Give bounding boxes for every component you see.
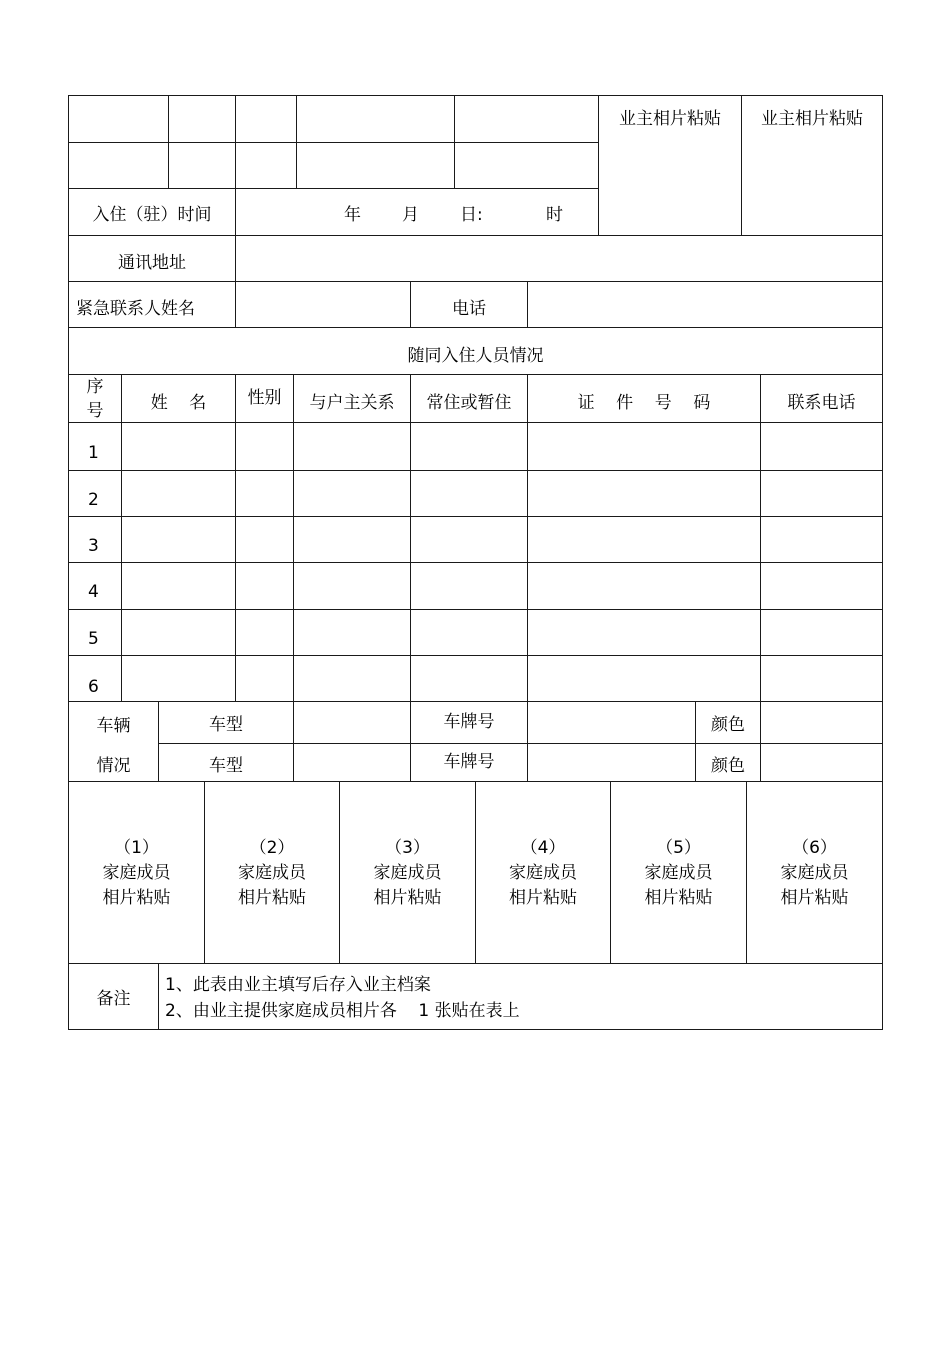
emergency-phone-field[interactable] — [528, 282, 882, 327]
emergency-contact-name-label: 紧急联系人姓名 — [76, 299, 195, 319]
family-photo-slot-2[interactable] — [205, 836, 339, 911]
vehicle-model-label: 车型 — [209, 715, 243, 735]
table-row[interactable] — [69, 517, 882, 562]
border-bottom — [68, 1029, 883, 1030]
family-photo-number: （1） — [114, 838, 159, 858]
occupants-section-title: 随同入住人员情况 — [407, 346, 544, 366]
grid-line — [454, 95, 455, 189]
owner-photo-label-2: 业主相片粘贴 — [761, 109, 863, 129]
col-header-name: 姓 名 — [150, 393, 207, 413]
grid-line — [158, 963, 159, 1030]
family-photo-label: 相片粘贴 — [509, 888, 577, 908]
table-row[interactable] — [69, 471, 882, 516]
col-header-id-number: 证 件 号 码 — [577, 393, 711, 413]
family-photo-label: 家庭成员 — [373, 863, 442, 883]
family-photo-slot-4[interactable] — [476, 836, 610, 911]
remarks-label: 备注 — [96, 989, 131, 1009]
family-photo-label: 相片粘贴 — [780, 888, 849, 908]
owner-photo-label-1: 业主相片粘贴 — [619, 109, 721, 129]
family-photo-slot-3[interactable] — [340, 836, 475, 911]
vehicle-plate-field[interactable] — [528, 702, 695, 743]
family-photo-label: 家庭成员 — [780, 863, 849, 883]
table-row[interactable] — [69, 656, 882, 701]
vehicle-model-field[interactable] — [294, 702, 410, 743]
date-hour-label: 时 — [546, 205, 563, 225]
family-photo-number: （2） — [249, 838, 295, 858]
col-header-gender: 性别 — [247, 388, 282, 408]
vehicle-label-line1: 车辆 — [96, 716, 131, 736]
family-photo-label: 家庭成员 — [509, 863, 577, 883]
vehicle-color-label: 颜色 — [711, 756, 745, 776]
emergency-contact-name-field[interactable] — [236, 282, 410, 327]
vehicle-label-line2: 情况 — [96, 756, 131, 776]
address-field[interactable] — [236, 236, 882, 281]
emergency-phone-label: 电话 — [452, 299, 486, 319]
grid-line — [296, 95, 297, 189]
table-row[interactable] — [69, 423, 882, 470]
family-photo-label: 相片粘贴 — [238, 888, 306, 908]
family-photo-label: 家庭成员 — [238, 863, 306, 883]
family-photo-number: （6） — [792, 838, 837, 858]
vehicle-color-field[interactable] — [761, 702, 882, 743]
remarks-line-2: 2、由业主提供家庭成员相片各 1 张贴在表上 — [165, 1001, 520, 1021]
date-year-label: 年 — [344, 205, 361, 225]
vehicle-plate-field[interactable] — [528, 744, 695, 781]
family-photo-slot-1[interactable] — [69, 836, 204, 911]
row-index: 5 — [88, 629, 99, 649]
family-photo-slot-5[interactable] — [611, 836, 746, 911]
col-header-relation: 与户主关系 — [309, 393, 395, 413]
row-index: 6 — [88, 677, 99, 697]
row-index: 2 — [88, 490, 99, 510]
family-photo-number: （5） — [656, 838, 701, 858]
move-in-time-label: 入住（驻）时间 — [92, 205, 212, 225]
remarks-line-1: 1、此表由业主填写后存入业主档案 — [165, 975, 431, 995]
col-header-phone: 联系电话 — [787, 393, 856, 413]
col-header-index-bottom: 号 — [86, 401, 104, 421]
grid-line — [68, 142, 598, 143]
vehicle-plate-label: 车牌号 — [443, 712, 495, 732]
address-label: 通讯地址 — [118, 253, 186, 273]
row-index: 1 — [88, 443, 99, 463]
col-header-residence: 常住或暂住 — [426, 393, 512, 413]
table-row[interactable] — [69, 610, 882, 655]
family-photo-number: （4） — [520, 838, 566, 858]
vehicle-color-field[interactable] — [761, 744, 882, 781]
row-index: 3 — [88, 536, 99, 556]
family-photo-label: 相片粘贴 — [644, 888, 713, 908]
family-photo-label: 家庭成员 — [644, 863, 713, 883]
family-photo-slot-6[interactable] — [747, 836, 882, 911]
family-photo-label: 相片粘贴 — [373, 888, 442, 908]
family-photo-number: （3） — [385, 838, 430, 858]
family-photo-label: 相片粘贴 — [102, 888, 171, 908]
date-day-label: 日: — [460, 205, 483, 225]
row-index: 4 — [88, 582, 99, 602]
col-header-index-top: 序 — [86, 377, 104, 397]
vehicle-model-field[interactable] — [294, 744, 410, 781]
date-month-label: 月 — [402, 205, 419, 225]
grid-line — [168, 95, 169, 189]
vehicle-model-label: 车型 — [209, 756, 243, 776]
vehicle-plate-label: 车牌号 — [443, 752, 495, 772]
table-row[interactable] — [69, 563, 882, 609]
family-photo-label: 家庭成员 — [102, 863, 171, 883]
grid-line — [68, 327, 883, 328]
vehicle-color-label: 颜色 — [711, 715, 745, 735]
